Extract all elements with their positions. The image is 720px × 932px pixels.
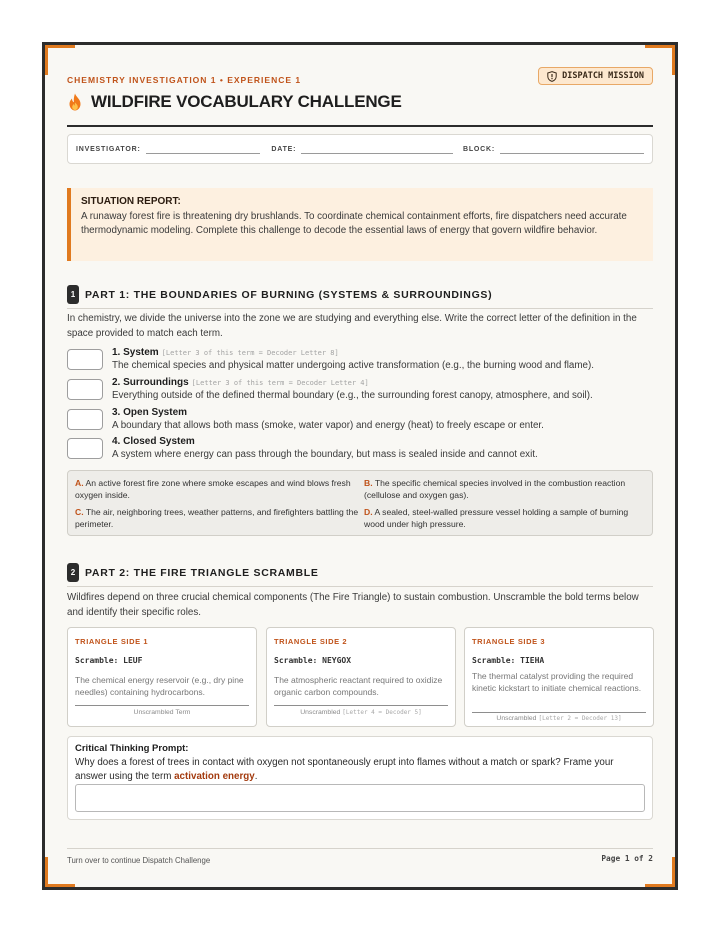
term-name: 3. Open System bbox=[112, 407, 188, 418]
answer-box-3[interactable] bbox=[67, 409, 103, 430]
term-row bbox=[67, 377, 653, 403]
corner-accent bbox=[45, 45, 75, 75]
definition-text: The specific chemical species involved in the combustion reaction (cellulose and oxygen gas). bbox=[364, 478, 626, 500]
decoder-hint: [Letter 2 = Decoder 13] bbox=[538, 715, 622, 722]
scramble-text: Scramble: LEUF bbox=[75, 656, 143, 665]
investigator-label: INVESTIGATOR: bbox=[76, 145, 141, 153]
triangle-card-3 bbox=[464, 627, 654, 727]
answer-box-2[interactable] bbox=[67, 379, 103, 400]
part2-divider bbox=[67, 586, 653, 587]
definition-item bbox=[75, 507, 359, 530]
term-row bbox=[67, 407, 653, 433]
term-definition: Everything outside of the defined thermal boundary (e.g., the surrounding forest canopy, atmosphere, and soil). bbox=[112, 390, 593, 401]
answer-box-1[interactable] bbox=[67, 349, 103, 370]
triangle-side-label: TRIANGLE SIDE 2 bbox=[274, 637, 348, 646]
term-name: 1. System bbox=[112, 347, 159, 358]
term-row bbox=[67, 347, 653, 373]
prompt-title: Critical Thinking Prompt: bbox=[75, 743, 189, 754]
term-row bbox=[67, 436, 653, 462]
footer-divider bbox=[67, 848, 653, 849]
prompt-answer-field[interactable] bbox=[75, 784, 645, 812]
term-definition: A boundary that allows both mass (smoke, water vapor) and energy (heat) to freely escape or enter. bbox=[112, 420, 544, 431]
term-name: 2. Surroundings bbox=[112, 377, 189, 388]
answer-caption: Unscrambled Term bbox=[133, 709, 191, 716]
definition-text: A sealed, steel-walled pressure vessel holding a sample of burning wood under high pressure. bbox=[364, 507, 629, 529]
title-row bbox=[67, 92, 402, 112]
part1-divider bbox=[67, 308, 653, 309]
answer-caption: Unscrambled bbox=[496, 715, 537, 722]
unscramble-answer-line[interactable] bbox=[274, 705, 448, 706]
situation-report-text: A runaway forest fire is threatening dry brushlands. To coordinate chemical containment efforts, fire dispatchers need accurate thermodynamic modeling. Complete this challenge to decode the essential laws of energy that govern wildfire behavior. bbox=[81, 211, 627, 236]
part1-number: 1 bbox=[67, 285, 79, 304]
part1-heading bbox=[67, 285, 653, 304]
unscramble-answer-line[interactable] bbox=[472, 712, 646, 713]
decoder-hint: [Letter 3 of this term = Decoder Letter 8] bbox=[161, 349, 339, 357]
investigator-field[interactable] bbox=[146, 153, 261, 154]
part2-number: 2 bbox=[67, 563, 79, 582]
shield-icon bbox=[547, 71, 557, 82]
block-label: BLOCK: bbox=[463, 145, 496, 153]
triangle-side-label: TRIANGLE SIDE 3 bbox=[472, 637, 546, 646]
part2-heading bbox=[67, 563, 653, 582]
definition-text: The air, neighboring trees, weather patterns, and firefighters battling the perimeter. bbox=[75, 507, 359, 529]
answer-caption: Unscrambled bbox=[300, 709, 341, 716]
triangle-description: The atmospheric reactant required to oxidize organic carbon compounds. bbox=[274, 675, 443, 697]
date-field[interactable] bbox=[301, 153, 453, 154]
term-definition: The chemical species and physical matter undergoing active transformation (e.g., the burning wood and flame). bbox=[112, 360, 594, 371]
definition-item bbox=[75, 478, 359, 501]
page-title: WILDFIRE VOCABULARY CHALLENGE bbox=[91, 92, 402, 111]
answer-box-4[interactable] bbox=[67, 438, 103, 459]
decoder-hint: [Letter 4 = Decoder 5] bbox=[342, 709, 422, 716]
date-label: DATE: bbox=[271, 145, 297, 153]
critical-thinking-box bbox=[67, 736, 653, 820]
triangle-card-2 bbox=[266, 627, 456, 727]
unscramble-answer-line[interactable] bbox=[75, 705, 249, 706]
scramble-text: Scramble: NEYGOX bbox=[274, 656, 352, 665]
part2-title: PART 2: THE FIRE TRIANGLE SCRAMBLE bbox=[85, 566, 319, 579]
footer-note: Turn over to continue Dispatch Challenge bbox=[67, 856, 211, 865]
block-field[interactable] bbox=[500, 153, 644, 154]
definitions-box bbox=[67, 470, 653, 536]
term-name: 4. Closed System bbox=[112, 436, 195, 447]
worksheet-page bbox=[42, 42, 678, 890]
decoder-hint: [Letter 3 of this term = Decoder Letter 4] bbox=[191, 379, 369, 387]
part2-intro: Wildfires depend on three crucial chemical components (The Fire Triangle) to sustain combustion. Unscramble the bold terms below and identify their specific roles. bbox=[67, 592, 639, 618]
part1-title: PART 1: THE BOUNDARIES OF BURNING (SYSTEMS & SURROUNDINGS) bbox=[85, 288, 493, 301]
triangle-description: The thermal catalyst providing the required kinetic kickstart to initiate chemical reactions. bbox=[472, 671, 642, 693]
term-definition: A system where energy can pass through the boundary, but mass is sealed inside and cannot exit. bbox=[112, 449, 538, 460]
prompt-text-before: Why does a forest of trees in contact with oxygen not spontaneously erupt into flames without a match or spark? Frame your answer using the term bbox=[75, 757, 614, 782]
definition-letter: A. bbox=[75, 478, 84, 488]
definition-letter: D. bbox=[364, 507, 373, 517]
definition-item bbox=[364, 507, 648, 530]
badge-label: DISPATCH MISSION bbox=[562, 71, 644, 81]
prompt-emphasis: activation energy bbox=[174, 770, 255, 782]
triangle-side-label: TRIANGLE SIDE 1 bbox=[75, 637, 149, 646]
situation-report-title: SITUATION REPORT: bbox=[81, 196, 181, 207]
page-number: Page 1 of 2 bbox=[601, 854, 653, 863]
flame-icon bbox=[67, 93, 83, 111]
title-divider bbox=[67, 125, 653, 127]
triangle-description: The chemical energy reservoir (e.g., dry pine needles) containing hydrocarbons. bbox=[75, 675, 244, 697]
prompt-text-after: . bbox=[254, 770, 258, 782]
definition-item bbox=[364, 478, 648, 501]
prompt-text bbox=[75, 756, 635, 783]
definition-letter: C. bbox=[75, 507, 84, 517]
dispatch-mission-badge bbox=[538, 67, 653, 85]
student-info-box bbox=[67, 134, 653, 164]
scramble-text: Scramble: TIEHA bbox=[472, 656, 545, 665]
triangle-card-1 bbox=[67, 627, 257, 727]
part1-intro: In chemistry, we divide the universe into the zone we are studying and everything else. Write the correct letter of the definition in the space provided to match each term. bbox=[67, 313, 637, 339]
definition-letter: B. bbox=[364, 478, 373, 488]
situation-report bbox=[67, 188, 653, 261]
definition-text: An active forest fire zone where smoke escapes and wind blows fresh oxygen inside. bbox=[75, 478, 351, 500]
eyebrow-label: CHEMISTRY INVESTIGATION 1 • EXPERIENCE 1 bbox=[67, 75, 302, 85]
